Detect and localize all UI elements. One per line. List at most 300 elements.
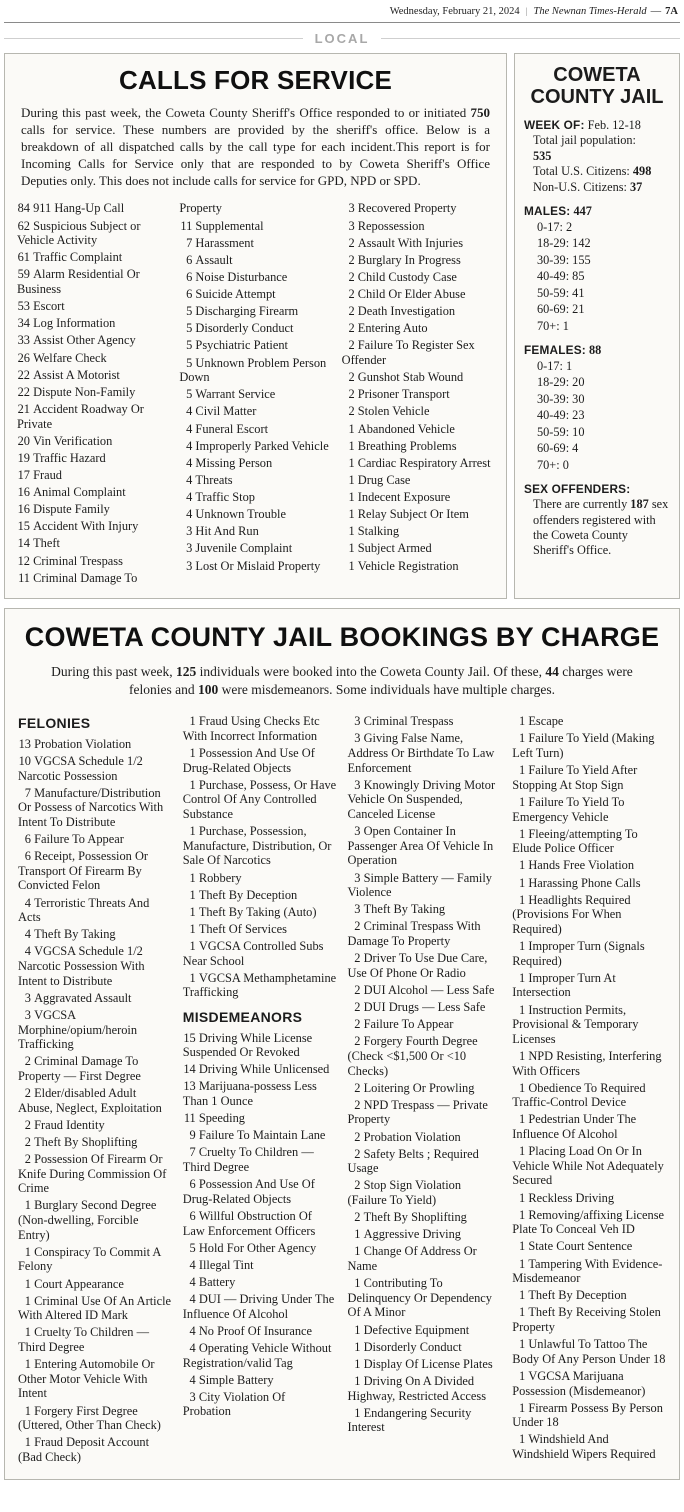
item-count: 4 <box>186 438 193 453</box>
item-count: 4 <box>186 472 193 487</box>
item-count: 5 <box>186 355 193 370</box>
item-count: 2 <box>24 1117 31 1132</box>
item-count: 1 <box>189 777 196 792</box>
item-count: 53 <box>17 299 30 314</box>
call-type-item: 1 Relay Subject Or Item <box>342 507 494 522</box>
item-count: 61 <box>17 250 30 265</box>
item-count: 2 <box>24 1134 31 1149</box>
item-count: 1 <box>24 1244 31 1259</box>
item-count: 3 <box>186 541 193 556</box>
calls-for-service-article <box>4 53 507 599</box>
charge-item: 15 Driving While License Suspended Or Revoked <box>182 1030 313 1060</box>
item-count: 1 <box>354 1339 361 1354</box>
week-of-heading <box>524 118 670 133</box>
call-type-item: 53 Escort <box>17 299 65 314</box>
charge-item: 2 Theft By Shoplifting <box>348 1210 502 1225</box>
calls-column-3 <box>342 201 494 587</box>
calls-intro-text-2: calls for service. These numbers are provided by the sheriff's office. Below is a breakdown of all dispatched calls by the call type for each incident.This report is for Incoming Calls for Service only that are responded to by Coweta Sheriff's Office Deputies only. This does not include calls for service for GPD, NPD or SPD. <box>21 121 490 188</box>
call-type-item: 5 Psychiatric Patient <box>179 338 331 353</box>
charge-item: 1 Forgery First Degree (Uttered, Other Than Check) <box>18 1403 161 1433</box>
item-count: 1 <box>354 1405 361 1420</box>
item-count: 1 <box>519 1048 526 1063</box>
item-count: 1 <box>189 824 196 839</box>
item-count: 2 <box>348 338 355 353</box>
item-count: 1 <box>354 1322 361 1337</box>
item-count: 17 <box>17 467 30 482</box>
call-type-item: 19 Traffic Hazard <box>17 450 106 465</box>
item-count: 2 <box>348 304 355 319</box>
item-count: 1 <box>354 1276 361 1291</box>
charge-item: 1 Improper Turn At Intersection <box>512 970 616 1000</box>
call-type-item: 1 Indecent Exposure <box>342 490 494 505</box>
call-type-item: 26 Welfare Check <box>17 350 107 365</box>
charge-item: 4 Terroristic Threats And Acts <box>18 895 150 925</box>
call-type-item: 17 Fraud <box>17 467 63 482</box>
charge-item: 1 Tampering With Evidence- Misdemeanor <box>512 1256 663 1286</box>
charge-item: 1 Theft Of Services <box>183 922 337 937</box>
age-row: 50-59: 10 <box>537 424 585 439</box>
item-count: 7 <box>24 785 31 800</box>
charge-item: 1 Fraud Deposit Account (Bad Check) <box>18 1435 150 1464</box>
item-count: 62 <box>17 218 30 233</box>
charge-category-header: FELONIES <box>18 715 91 732</box>
call-type-item: 2 Failure To Register Sex Offender <box>341 338 475 368</box>
age-row: 30-39: 30 <box>537 391 585 406</box>
charge-item: 3 City Violation Of Probation <box>182 1389 286 1419</box>
item-count: 13 <box>18 736 31 751</box>
call-type-item: 5 Warrant Service <box>179 387 331 402</box>
call-type-item: 16 Animal Complaint <box>17 485 126 500</box>
masthead-dash: — <box>650 6 662 17</box>
charge-item: 4 DUI — Driving Under The Influence Of Alcohol <box>182 1292 335 1321</box>
call-type-item: 6 Suicide Attempt <box>179 287 331 302</box>
item-count: 1 <box>519 875 526 890</box>
age-row: 60-69: 21 <box>537 302 585 317</box>
item-count: 2 <box>24 1152 31 1167</box>
item-count: 6 <box>189 1177 196 1192</box>
call-type-item: 3 Juvenile Complaint <box>179 541 331 556</box>
us-citizens-stat <box>533 164 670 179</box>
sex-offenders-text <box>524 497 670 559</box>
charge-item: 4 VGCSA Schedule 1/2 Narcotic Possession With Intent to Distribute <box>18 944 145 988</box>
item-count: 1 <box>519 970 526 985</box>
charge-item: 3 Simple Battery — Family Violence <box>347 870 492 900</box>
bookings-intro-text-4: were misdemeanors. Some individuals have multiple charges. <box>218 682 556 698</box>
charge-item: 6 Failure To Appear <box>18 832 172 847</box>
banner-rule-left <box>4 38 303 39</box>
age-row: 40-49: 23 <box>537 408 585 423</box>
call-type-item: 61 Traffic Complaint <box>17 250 123 265</box>
charge-item: 1 Placing Load On Or In Vehicle While Not Adequately Secured <box>512 1144 664 1188</box>
item-count: 1 <box>519 1400 526 1415</box>
item-count: 7 <box>189 1145 196 1160</box>
bookings-felony-count: 44 <box>545 663 559 679</box>
charge-item: 1 NPD Resisting, Interfering With Officers <box>512 1048 662 1078</box>
charge-item: 4 Operating Vehicle Without Registration/valid Tag <box>182 1340 332 1370</box>
call-type-item: 59 Alarm Residential Or Business <box>17 267 140 297</box>
call-type-item: 1 Stalking <box>342 524 494 539</box>
charge-item: 1 Firearm Possess By Person Under 18 <box>512 1400 663 1430</box>
charge-item: 2 Forgery Fourth Degree (Check <$1,500 Or <10 Checks) <box>347 1034 478 1078</box>
call-type-item: 1 Cardiac Respiratory Arrest <box>342 456 494 471</box>
charge-item: 2 Driver To Use Due Care, Use Of Phone Or Radio <box>347 951 488 980</box>
item-count: 1 <box>348 490 355 505</box>
age-row: 0-17: 2 <box>537 219 573 234</box>
jail-title: COWETA COUNTY JAIL <box>530 64 664 108</box>
charge-item: 2 Loitering Or Prowling <box>348 1081 502 1096</box>
charge-item: 1 Fleeing/attempting To Elude Police Officer <box>512 826 638 856</box>
item-count: 5 <box>186 304 193 319</box>
charge-item: 1 Headlights Required (Provisions For When Required) <box>512 892 631 936</box>
item-count: 2 <box>24 1054 31 1069</box>
item-count: 4 <box>186 490 193 505</box>
item-count: 6 <box>24 849 31 864</box>
item-count: 1 <box>519 794 526 809</box>
item-count: 2 <box>348 321 355 336</box>
bookings-article <box>4 608 680 1480</box>
charge-item: 1 Robbery <box>183 871 337 886</box>
sex-offenders-text-1: There are currently <box>533 497 631 512</box>
bookings-intro-text-2: individuals were booked into the Coweta County Jail. Of these, <box>196 663 546 679</box>
call-type-item: 4 Unknown Trouble <box>179 507 331 522</box>
item-count: 14 <box>183 1062 196 1077</box>
non-us-citizens-stat <box>533 180 670 195</box>
age-row: 18-29: 142 <box>537 236 591 251</box>
bookings-intro-text-3: charges were felonies and <box>128 663 633 698</box>
item-count: 1 <box>189 939 196 954</box>
calls-column-1 <box>17 201 169 587</box>
item-count: 1 <box>519 714 526 729</box>
item-count: 1 <box>519 1256 526 1271</box>
item-count: 1 <box>519 858 526 873</box>
bookings-total-count: 125 <box>176 663 197 679</box>
charge-item: 1 Failure To Yield To Emergency Vehicle <box>512 794 625 824</box>
charge-item: 2 DUI Drugs — Less Safe <box>348 1000 502 1015</box>
us-citizens-label: Total U.S. Citizens: <box>533 164 630 179</box>
call-type-item: 21 Accident Roadway Or Private <box>17 401 144 431</box>
item-count: 1 <box>24 1403 31 1418</box>
item-count: 1 <box>519 1337 526 1352</box>
item-count: 5 <box>186 338 193 353</box>
item-count: 26 <box>17 350 30 365</box>
call-type-item: 33 Assist Other Agency <box>17 333 136 348</box>
bookings-intro-text-1: During this past week, <box>51 663 177 679</box>
item-count: 2 <box>354 1000 361 1015</box>
item-count: 4 <box>186 455 193 470</box>
charge-item: 1 Entering Automobile Or Other Motor Vehicle With Intent <box>18 1357 155 1401</box>
charge-item: 4 Battery <box>183 1275 337 1290</box>
jail-stats-article <box>514 53 680 599</box>
non-us-citizens-label: Non-U.S. Citizens: <box>533 179 627 194</box>
charge-item: 5 Hold For Other Agency <box>183 1241 337 1256</box>
non-us-citizens-value: 37 <box>630 179 643 194</box>
item-count: 33 <box>17 333 30 348</box>
masthead-page-number: 7A <box>665 6 678 17</box>
item-count: 6 <box>186 269 193 284</box>
item-count: 1 <box>519 1190 526 1205</box>
item-count: 2 <box>24 1086 31 1101</box>
item-count: 16 <box>17 485 30 500</box>
charge-item: 1 VGCSA Methamphetamine Trafficking <box>182 970 337 1000</box>
females-value: 88 <box>588 343 602 358</box>
call-type-item: 62 Suspicious Subject or Vehicle Activity <box>17 218 141 248</box>
charge-item: 4 Illegal Tint <box>183 1258 337 1273</box>
charge-item: 14 Driving While Unlicensed <box>183 1062 330 1077</box>
item-count: 6 <box>24 832 31 847</box>
charge-item: 1 Conspiracy To Commit A Felony <box>18 1244 161 1274</box>
sex-offenders-count: 187 <box>630 497 649 512</box>
females-label: FEMALES: <box>524 343 586 358</box>
item-count: 1 <box>189 970 196 985</box>
item-count: 22 <box>17 384 30 399</box>
charge-item: 1 Theft By Deception <box>512 1288 666 1303</box>
charge-item: 2 DUI Alcohol — Less Safe <box>348 983 502 998</box>
charge-item: 7 Cruelty To Children — Third Degree <box>182 1145 314 1175</box>
call-type-item: 2 Burglary In Progress <box>342 253 494 268</box>
charge-category-header: MISDEMEANORS <box>182 1009 303 1026</box>
males-label: MALES: <box>524 204 571 219</box>
item-count: 1 <box>24 1276 31 1291</box>
charge-item: 7 Manufacture/Distribution Or Possess of Narcotics With Intent To Distribute <box>18 785 164 829</box>
charge-item: 3 Knowingly Driving Motor Vehicle On Suspended, Canceled License <box>347 777 496 822</box>
item-count: 34 <box>17 316 30 331</box>
section-banner <box>4 23 680 53</box>
item-count: 1 <box>519 1432 526 1447</box>
item-count: 1 <box>189 870 196 885</box>
item-count: 1 <box>189 921 196 936</box>
charge-item: 2 Stop Sign Violation (Failure To Yield) <box>347 1178 462 1208</box>
call-type-item: Property <box>179 201 222 216</box>
males-age-breakdown <box>524 220 670 334</box>
item-count: 2 <box>348 252 355 267</box>
item-count: 14 <box>17 536 30 551</box>
masthead-paper-name: The Newnan Times-Herald <box>533 6 647 17</box>
total-population-label: Total jail population: <box>533 133 636 148</box>
females-heading <box>524 343 670 358</box>
call-type-item: 16 Dispute Family <box>17 502 110 517</box>
call-type-item: 11 Supplemental <box>180 218 264 233</box>
item-count: 1 <box>519 1239 526 1254</box>
call-type-item: 4 Funeral Escort <box>179 422 331 437</box>
call-type-item: 3 Hit And Run <box>179 524 331 539</box>
top-row <box>4 53 680 599</box>
charge-item: 2 NPD Trespass — Private Property <box>347 1097 488 1127</box>
item-count: 3 <box>186 524 193 539</box>
call-type-item: 7 Harassment <box>179 236 331 251</box>
item-count: 2 <box>354 1080 361 1095</box>
charge-item: 2 Failure To Appear <box>348 1017 502 1032</box>
item-count: 3 <box>189 1389 196 1404</box>
item-count: 2 <box>348 404 355 419</box>
item-count: 15 <box>17 519 30 534</box>
bookings-column-4 <box>512 714 666 1467</box>
call-type-item: 5 Unknown Problem Person Down <box>179 355 327 385</box>
call-type-item: 11 Criminal Damage To <box>18 570 138 585</box>
charge-item: 3 Open Container In Passenger Area Of Vehicle In Operation <box>347 824 494 868</box>
item-count: 1 <box>519 1002 526 1017</box>
item-count: 1 <box>519 892 526 907</box>
charge-item: 1 Unlawful To Tattoo The Body Of Any Person Under 18 <box>512 1337 666 1366</box>
calls-intro-text-1: During this past week, the Coweta County Sheriff's Office responded to or initiated <box>21 105 471 120</box>
item-count: 1 <box>519 1112 526 1127</box>
item-count: 1 <box>189 746 196 761</box>
item-count: 1 <box>24 1293 31 1308</box>
age-row: 0-17: 1 <box>537 358 573 373</box>
item-count: 1 <box>519 1305 526 1320</box>
charge-item: 1 Change Of Address Or Name <box>347 1244 477 1274</box>
item-count: 11 <box>183 1111 196 1126</box>
call-type-item: 5 Discharging Firearm <box>179 304 331 319</box>
masthead <box>4 2 680 23</box>
week-of-value: Feb. 12-18 <box>587 118 641 132</box>
item-count: 2 <box>354 982 361 997</box>
item-count: 16 <box>17 502 30 517</box>
call-type-item: 2 Death Investigation <box>342 304 494 319</box>
call-type-item: 3 Repossession <box>342 219 494 234</box>
jail-week-section <box>524 118 670 195</box>
item-count: 19 <box>17 450 30 465</box>
calls-title: CALLS FOR SERVICE <box>118 65 393 95</box>
item-count: 1 <box>24 1325 31 1340</box>
item-count: 11 <box>180 218 193 233</box>
us-citizens-value: 498 <box>632 164 652 179</box>
item-count: 59 <box>17 267 30 282</box>
charge-item: 3 Aggravated Assault <box>18 991 172 1006</box>
item-count: 1 <box>519 1288 526 1303</box>
item-count: 4 <box>186 421 193 436</box>
charge-item: 3 VGCSA Morphine/opium/heroin Trafficking <box>18 1007 138 1052</box>
charge-item: 11 Speeding <box>183 1111 245 1126</box>
charge-item: 2 Criminal Trespass With Damage To Property <box>347 919 481 949</box>
item-count: 15 <box>183 1030 196 1045</box>
item-count: 2 <box>348 235 355 250</box>
females-age-breakdown <box>524 359 670 473</box>
call-type-item: 1 Vehicle Registration <box>342 559 494 574</box>
charge-item: 1 Display Of License Plates <box>348 1357 502 1372</box>
charge-item: 1 Theft By Deception <box>183 888 337 903</box>
call-type-item: 2 Child Custody Case <box>342 270 494 285</box>
call-type-item: 6 Noise Disturbance <box>179 270 331 285</box>
charge-item: 1 VGCSA Marijuana Possession (Misdemeanor) <box>512 1368 646 1398</box>
item-count: 4 <box>24 927 31 942</box>
item-count: 10 <box>18 753 31 768</box>
charge-item: 6 Possession And Use Of Drug-Related Objects <box>182 1177 315 1206</box>
call-type-item: 3 Recovered Property <box>342 201 494 216</box>
item-count: 11 <box>18 570 30 585</box>
call-type-item: 2 Gunshot Stab Wound <box>342 370 494 385</box>
age-row: 30-39: 155 <box>537 252 591 267</box>
item-count: 4 <box>189 1292 196 1307</box>
charge-item: 4 No Proof Of Insurance <box>183 1324 337 1339</box>
item-count: 1 <box>519 939 526 954</box>
charge-item: 2 Safety Belts ; Required Usage <box>347 1146 479 1176</box>
item-count: 1 <box>348 524 355 539</box>
item-count: 21 <box>17 401 30 416</box>
call-type-item: 6 Assault <box>179 253 331 268</box>
item-count: 5 <box>186 321 193 336</box>
charge-item: 6 Receipt, Possession Or Transport Of Firearm By Convicted Felon <box>18 849 149 893</box>
item-count: 20 <box>17 433 30 448</box>
item-count: 12 <box>17 553 30 568</box>
item-count: 4 <box>186 507 193 522</box>
charge-item: 1 Harassing Phone Calls <box>512 876 666 891</box>
item-count: 1 <box>519 1144 526 1159</box>
charge-item: 1 Burglary Second Degree (Non-dwelling, Forcible Entry) <box>18 1198 157 1242</box>
item-count: 3 <box>354 902 361 917</box>
charge-item: 1 Reckless Driving <box>512 1191 666 1206</box>
item-count: 22 <box>17 367 30 382</box>
item-count: 1 <box>348 472 355 487</box>
bookings-intro <box>44 663 640 699</box>
bookings-columns <box>18 714 666 1467</box>
item-count: 1 <box>519 763 526 778</box>
charge-item: 1 Fraud Using Checks Etc With Incorrect Information <box>182 714 320 743</box>
bookings-misdemeanor-count: 100 <box>197 682 219 698</box>
calls-columns <box>17 201 494 587</box>
charge-item: 1 Driving On A Divided Highway, Restricted Access <box>347 1373 487 1403</box>
sex-offenders-text-2: sex offenders registered with the Coweta County Sheriff's Office. <box>533 497 669 558</box>
charge-item: 10 VGCSA Schedule 1/2 Narcotic Possession <box>18 753 143 783</box>
charge-item: 1 Defective Equipment <box>348 1323 502 1338</box>
charge-item: 1 Criminal Use Of An Article With Altered ID Mark <box>18 1293 172 1323</box>
age-row: 70+: 1 <box>537 318 569 333</box>
item-count: 2 <box>354 919 361 934</box>
item-count: 7 <box>186 235 193 250</box>
total-population-value: 535 <box>533 148 552 163</box>
age-row: 18-29: 20 <box>537 375 585 390</box>
charge-item: 4 Theft By Taking <box>18 927 172 942</box>
charge-item: 2 Possession Of Firearm Or Knife During Commission Of Crime <box>18 1152 167 1196</box>
item-count: 4 <box>189 1257 196 1272</box>
item-count: 1 <box>354 1373 361 1388</box>
age-row: 60-69: 4 <box>537 441 579 456</box>
item-count: 4 <box>186 404 193 419</box>
item-count: 2 <box>348 370 355 385</box>
item-count: 2 <box>354 1097 361 1112</box>
charge-item: 1 Cruelty To Children — Third Degree <box>18 1325 149 1355</box>
jail-females-section <box>524 343 670 473</box>
charge-item: 6 Willful Obstruction Of Law Enforcement Officers <box>182 1208 316 1238</box>
bookings-column-1 <box>18 714 172 1467</box>
item-count: 2 <box>354 1034 361 1049</box>
item-count: 1 <box>24 1435 31 1450</box>
call-type-item: 2 Stolen Vehicle <box>342 404 494 419</box>
item-count: 3 <box>24 1007 31 1022</box>
charge-item: 1 Escape <box>512 714 666 729</box>
bookings-title: COWETA COUNTY JAIL BOOKINGS BY CHARGE <box>24 621 660 652</box>
charge-item: 1 Improper Turn (Signals Required) <box>512 939 645 968</box>
item-count: 1 <box>348 438 355 453</box>
charge-item: 1 Hands Free Violation <box>512 858 666 873</box>
age-row: 70+: 0 <box>537 457 569 472</box>
call-type-item: 1 Breathing Problems <box>342 439 494 454</box>
item-count: 1 <box>189 887 196 902</box>
charge-item: 1 Failure To Yield (Making Left Turn) <box>512 731 655 761</box>
charge-item: 1 Possession And Use Of Drug-Related Objects <box>182 746 315 775</box>
item-count: 1 <box>354 1244 361 1259</box>
item-count: 2 <box>348 269 355 284</box>
item-count: 1 <box>348 541 355 556</box>
call-type-item: 4 Civil Matter <box>179 404 331 419</box>
item-count: 3 <box>354 714 361 729</box>
call-type-item: 22 Assist A Motorist <box>17 367 120 382</box>
call-type-item: 1 Drug Case <box>342 473 494 488</box>
call-type-item: 2 Child Or Elder Abuse <box>342 287 494 302</box>
banner-rule-right <box>381 38 680 39</box>
section-label: LOCAL <box>314 31 370 46</box>
masthead-date: Wednesday, February 21, 2024 <box>389 6 520 17</box>
item-count: 3 <box>186 558 193 573</box>
